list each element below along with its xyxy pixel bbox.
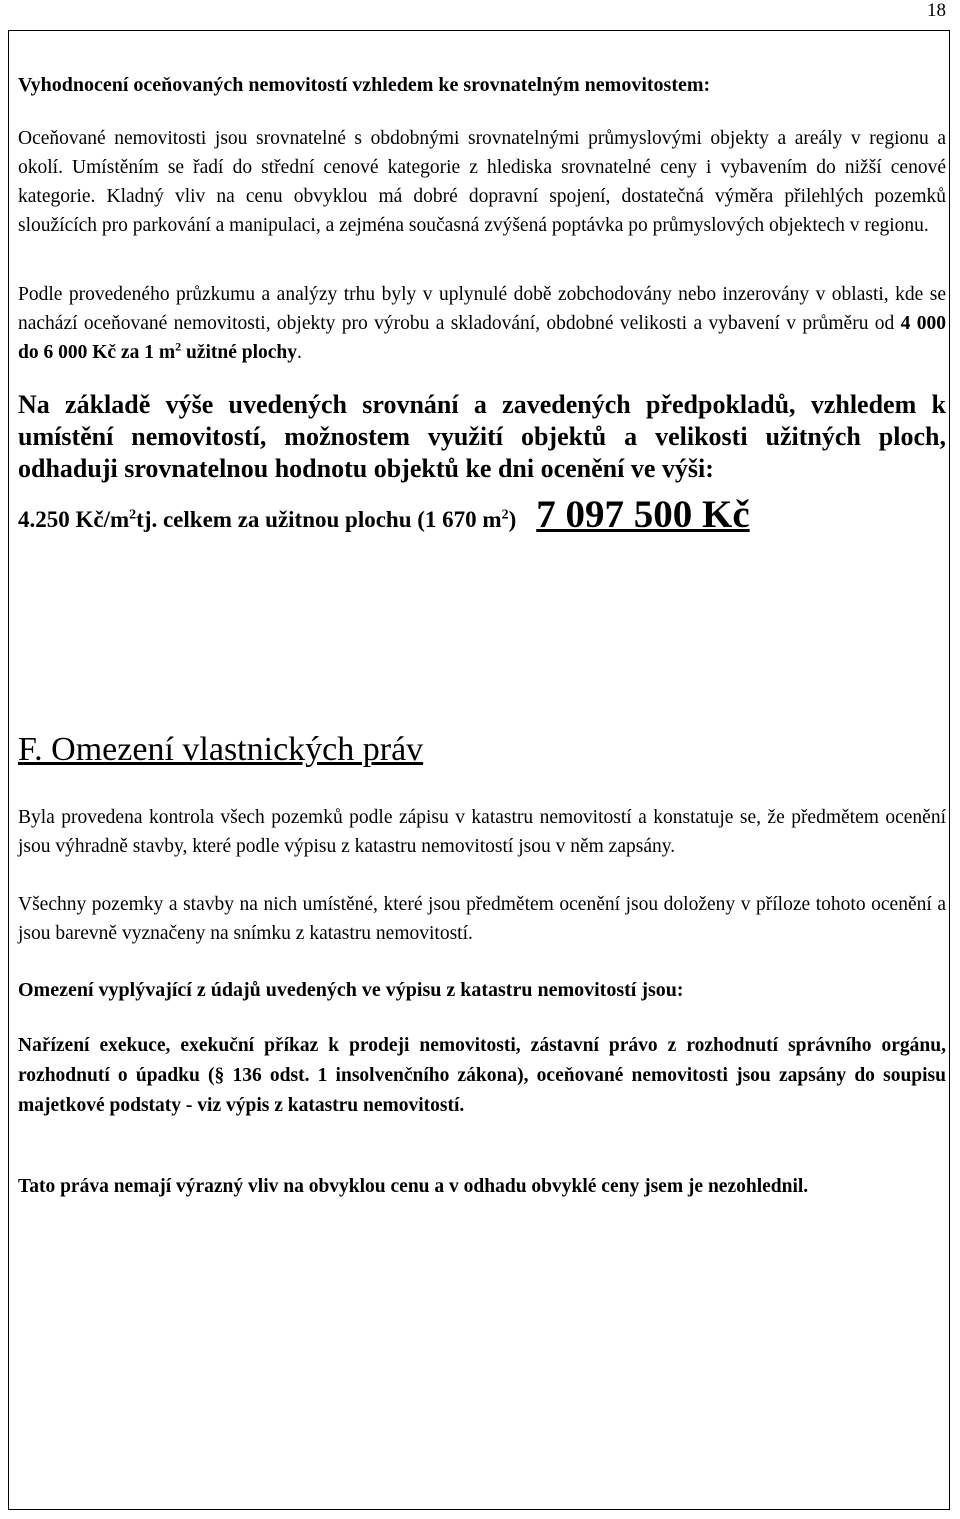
- valuation-paragraph-1: Oceňované nemovitosti jsou srovnatelné s obdobnými srovnatelnými průmyslovými objekty a areály v regionu a okolí. Umístěním se řadí do střední cenové kategorie z hlediska srovnatelné ceny i vybavením do nižší cenové kategorie. Kladný vliv na cenu obvyklou má dobré dopravní spojení, dostatečná výměra přilehlých pozemků sloužících pro parkování a manipulaci, a zejména současná zvýšená poptávka po průmyslových objektech v regionu.: [18, 128, 946, 236]
- restrictions-text: Nařízení exekuce, exekuční příkaz k prodeji nemovitosti, zástavní právo z rozhodnutí správního orgánu, rozhodnutí o úpadku (§ 136 odst. 1 insolvenčního zákona), oceňované nemovitosti jsou zapsány do soupisu majetkové podstaty - viz výpis z katastru nemovitostí.: [18, 1035, 946, 1116]
- page-number: 18: [927, 0, 946, 21]
- restrictions-heading: Omezení vyplývající z údajů uvedených ve výpisu z katastru nemovitostí jsou:: [18, 979, 684, 1001]
- page-frame: [8, 30, 950, 1510]
- closing-statement: Tato práva nemají výrazný vliv na obvyklou cenu a v odhadu obvyklé ceny jsem je nezohlednil.: [18, 1176, 809, 1197]
- price-area: tj. celkem za užitnou plochu (1 670 $m^2$): [136, 507, 517, 532]
- section-f-paragraph-1: Byla provedena kontrola všech pozemků podle zápisu v katastru nemovitostí a konstatuje se, že předmětem ocenění jsou výhradně stavby, které podle výpisu z katastru nemovitostí jsou v něm zapsány.: [18, 807, 946, 857]
- price-per-m2: 4.250 $Kč/m^2$: [18, 507, 137, 532]
- valuation-heading: Vyhodnocení oceňovaných nemovitostí vzhledem ke srovnatelným nemovitostem:: [18, 74, 711, 96]
- price-range: 4 000 do 6 000 Kč za 1 $m^2$ užitné plochy: [18, 313, 947, 363]
- valuation-paragraph-2: Podle provedeného průzkumu a analýzy trhu byly v uplynulé době zobchodovány nebo inzerovány v oblasti, kde se nachází oceňované nemovitosti, objekty pro výrobu a skladování, obdobné velikosti a vybavení v průměru od 4 000 do 6 000 Kč za 1 $m^2$ užitné plochy.: [18, 284, 947, 363]
- section-f-title: F. Omezení vlastnických práv: [18, 731, 424, 768]
- valuation-result: [18, 493, 946, 536]
- paragraph-2-text: Podle provedeného průzkumu a analýzy trhu byly v uplynulé době zobchodovány nebo inzerovány v oblasti, kde se nachází oceňované nemovitosti, objekty pro výrobu a skladování, obdobné velikosti a vybavení v průměru od: [18, 284, 946, 334]
- section-f-paragraph-2: Všechny pozemky a stavby na nich umístěné, které jsou předmětem ocenění jsou doloženy v příloze tohoto ocenění a jsou barevně vyznačeny na snímku z katastru nemovitostí.: [18, 894, 946, 944]
- total-value: 7 097 500 Kč: [536, 493, 750, 536]
- valuation-summary: Na základě výše uvedených srovnání a zavedených předpokladů, vzhledem k umístění nemovitostí, možnostem využití objektů a velikosti užitných ploch, odhaduji srovnatelnou hodnotu objektů ke dni ocenění ve výši:: [18, 390, 946, 483]
